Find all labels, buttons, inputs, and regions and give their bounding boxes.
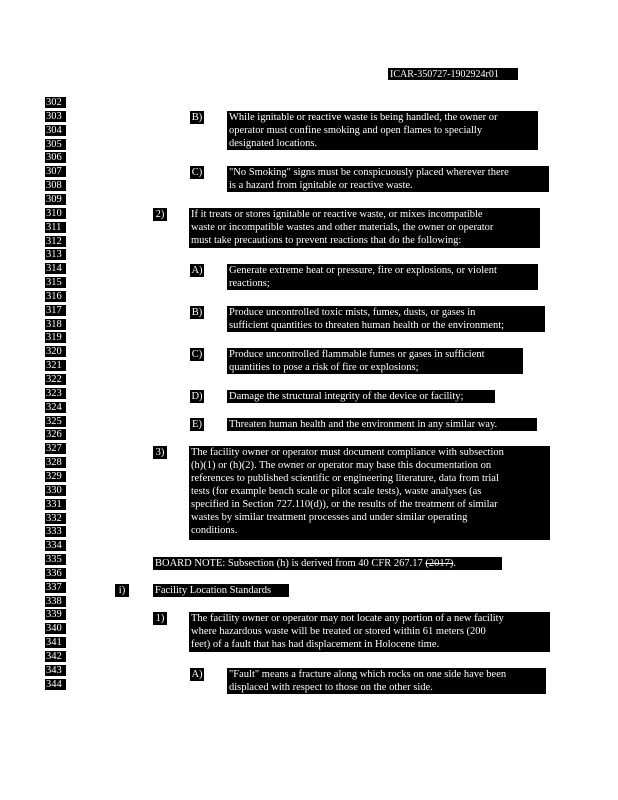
item-2b-line-2: sufficient quantities to threaten human health or the environment; [229, 320, 505, 331]
item-2-line-3: must take precautions to prevent reactions that do the following: [191, 235, 462, 246]
item-i1a-line-1: "Fault" means a fracture along which rocks on one side have been [229, 669, 507, 680]
item-marker-b: B) [191, 112, 203, 123]
item-2-line-2: waste or incompatible wastes and other materials, the owner or operator [191, 222, 494, 233]
line-number: 340 [45, 623, 66, 634]
item-i1-line-1: The facility owner or operator may not locate any portion of a new facility [191, 613, 504, 624]
item-2b-line-1: Produce uncontrolled toxic mists, fumes, dusts, or gases in [229, 307, 476, 318]
line-number: 311 [45, 222, 66, 233]
item-2a-line-2: reactions; [229, 278, 270, 289]
item-2d-line-1: Damage the structural integrity of the device or facility; [229, 391, 464, 402]
item-marker-2: 2) [153, 208, 167, 221]
item-3-line-1: The facility owner or operator must document compliance with subsection [191, 447, 504, 458]
line-number: 319 [45, 332, 66, 343]
item-i1-line-2: where hazardous waste will be treated or stored within 61 meters (200 [191, 626, 486, 637]
line-number: 336 [45, 568, 66, 579]
line-number: 322 [45, 374, 66, 385]
line-number: 314 [45, 263, 66, 274]
line-number: 323 [45, 388, 66, 399]
line-number: 328 [45, 457, 66, 468]
line-number: 343 [45, 665, 66, 676]
line-number: 302 [45, 97, 66, 108]
item-3-line-3: references to published scientific or engineering literature, data from trial [191, 473, 499, 484]
line-number: 335 [45, 554, 66, 565]
item-i1-line-3: feet) of a fault that has had displacement in Holocene time. [191, 639, 440, 650]
item-2a-line-1: Generate extreme heat or pressure, fire or explosions, or violent [229, 265, 497, 276]
item-marker-i1: 1) [153, 612, 167, 625]
line-number: 334 [45, 540, 66, 551]
line-number: 333 [45, 526, 66, 537]
line-number: 324 [45, 402, 66, 413]
item-marker-2a: A) [191, 265, 203, 276]
item-3-line-7: conditions. [191, 525, 238, 536]
line-number: 344 [45, 679, 66, 690]
item-marker-2c: C) [191, 349, 203, 360]
board-note [155, 558, 456, 569]
item-b-line-3: designated locations. [229, 138, 318, 149]
document-code-text: ICAR-350727-1902924r01 [390, 69, 499, 80]
board-note-struck-year: (2017) [425, 558, 454, 569]
line-number: 307 [45, 166, 66, 177]
line-number: 327 [45, 443, 66, 454]
item-marker-2e: E) [190, 418, 204, 431]
line-number: 325 [45, 416, 66, 427]
line-number: 332 [45, 513, 66, 524]
item-b-line-2: operator must confine smoking and open flames to specially [229, 125, 483, 136]
line-number: 316 [45, 291, 66, 302]
board-note-period: . [453, 558, 456, 569]
line-number: 312 [45, 236, 66, 247]
item-marker-i: i) [115, 584, 129, 597]
line-number: 309 [45, 194, 66, 205]
line-number: 306 [45, 152, 66, 163]
item-3-line-4: tests (for example bench scale or pilot scale tests), waste analyses (as [191, 486, 482, 497]
line-number: 337 [45, 582, 66, 593]
item-marker-c: C) [191, 167, 203, 178]
line-number: 304 [45, 125, 66, 136]
line-number: 315 [45, 277, 66, 288]
line-number: 305 [45, 139, 66, 150]
line-number: 338 [45, 596, 66, 607]
line-number: 330 [45, 485, 66, 496]
item-3-line-5: specified in Section 727.110(d)), or the results of the treatment of similar [191, 499, 498, 510]
item-marker-3: 3) [153, 446, 167, 459]
item-marker-2d: D) [191, 391, 203, 402]
item-3-line-6: wastes by similar treatment processes and under similar operating [191, 512, 468, 523]
item-2c-line-2: quantities to pose a risk of fire or explosions; [229, 362, 419, 373]
line-number: 326 [45, 429, 66, 440]
item-3-line-2: (h)(1) or (h)(2). The owner or operator may base this documentation on [191, 460, 492, 471]
item-2c-line-1: Produce uncontrolled flammable fumes or gases in sufficient [229, 349, 485, 360]
line-number: 321 [45, 360, 66, 371]
line-number: 313 [45, 249, 66, 260]
line-number: 310 [45, 208, 66, 219]
item-2e-line-1: Threaten human health and the environment in any similar way. [229, 419, 498, 430]
item-c-line-2: is a hazard from ignitable or reactive waste. [229, 180, 413, 191]
line-number: 331 [45, 499, 66, 510]
item-marker-i1a: A) [191, 669, 203, 680]
item-2-line-1: If it treats or stores ignitable or reactive waste, or mixes incompatible [191, 209, 483, 220]
item-i1a-line-2: displaced with respect to those on the other side. [229, 682, 433, 693]
line-number: 320 [45, 346, 66, 357]
line-number: 329 [45, 471, 66, 482]
line-number: 339 [45, 609, 66, 620]
line-number: 317 [45, 305, 66, 316]
item-c-line-1: "No Smoking" signs must be conspicuously placed wherever there [229, 167, 509, 178]
line-number: 342 [45, 651, 66, 662]
board-note-text: BOARD NOTE: Subsection (h) is derived from 40 CFR 267.17 [155, 558, 423, 569]
item-i-title: Facility Location Standards [155, 585, 272, 596]
item-b-line-1: While ignitable or reactive waste is being handled, the owner or [229, 112, 498, 123]
item-marker-2b: B) [191, 307, 203, 318]
line-number: 308 [45, 180, 66, 191]
line-number: 318 [45, 319, 66, 330]
line-number: 303 [45, 111, 66, 122]
line-number: 341 [45, 637, 66, 648]
